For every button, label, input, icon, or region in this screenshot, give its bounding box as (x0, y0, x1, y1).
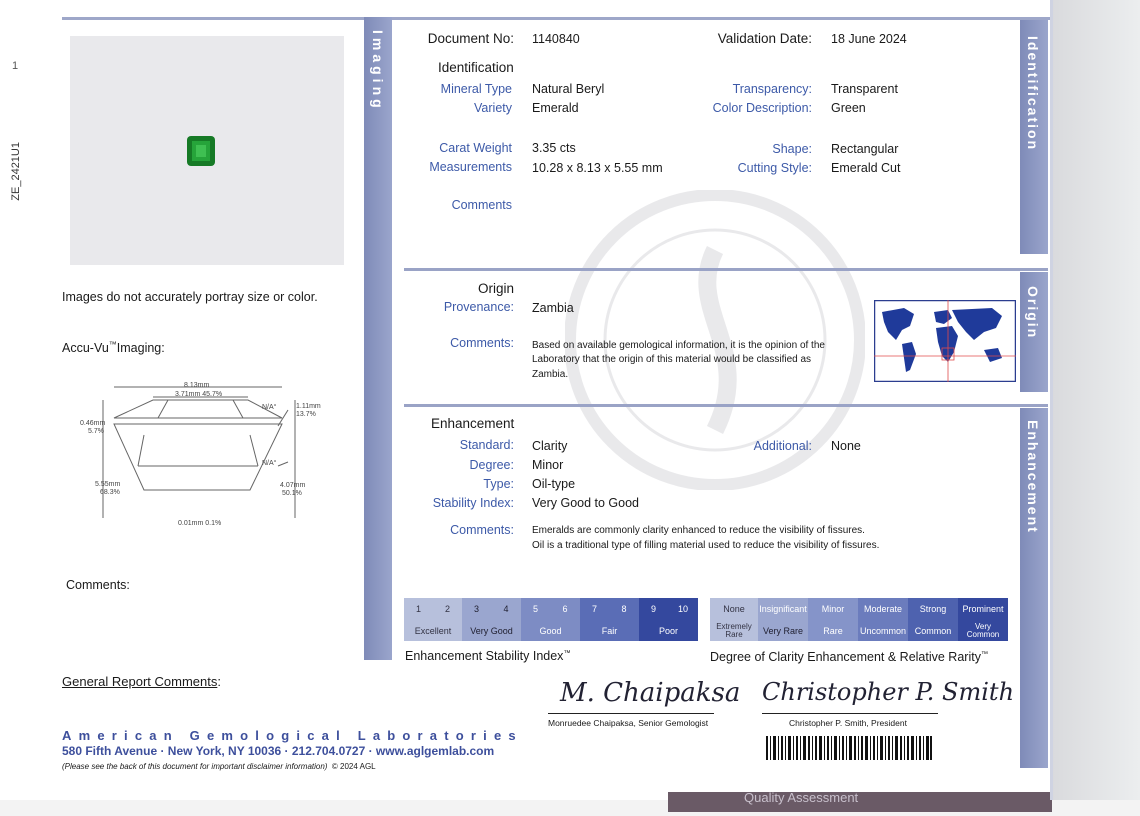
side-mark: 1 (12, 60, 19, 72)
stability-number: 10 (668, 598, 698, 620)
origin-tab-label: Origin (1025, 286, 1041, 340)
clarity-rarity-cell: Uncommon (858, 620, 908, 641)
clarity-rarity-cell: Very Common (958, 620, 1008, 641)
degree: Minor (532, 458, 564, 472)
signature-2: Christopher P. Smith (762, 678, 1015, 706)
variety: Emerald (532, 101, 579, 115)
lab-address: 580 Fifth Avenue · New York, NY 10036 · 212.704.0727 · www.aglgemlab.com (62, 744, 495, 758)
lab-disclaimer (62, 762, 376, 771)
stability-number: 2 (433, 598, 462, 620)
diagram-crown-angle: N/A° (262, 404, 277, 411)
clarity-rarity-cell: Extremely Rare (710, 620, 758, 641)
identification-tab-label: Identification (1025, 36, 1041, 152)
transparency-label: Transparency: (732, 82, 812, 96)
additional: None (831, 439, 861, 453)
mineral-type: Natural Beryl (532, 82, 605, 96)
signature-1-name: Monruedee Chaipaksa, Senior Gemologist (548, 718, 709, 728)
cutting: Emerald Cut (831, 161, 901, 175)
barcode-image (766, 736, 932, 760)
color-label: Color Description: (712, 101, 812, 115)
clarity-degree-cell: Minor (808, 598, 858, 620)
stability-number: 3 (462, 598, 491, 620)
stability-label: Stability Index: (432, 496, 514, 510)
stability-label-cell: Very Good (462, 620, 521, 641)
clarity-scale (710, 598, 1008, 642)
measurements-label: Measurements (429, 160, 512, 174)
world-map-image (874, 300, 1016, 382)
signature-2-name: Christopher P. Smith, President (789, 718, 907, 728)
signature-1-line (548, 713, 714, 714)
diagram-depth: 5.55mm (95, 481, 121, 488)
signature-2-line (762, 713, 938, 714)
origin-comment-1: Based on available gemological information, it is the opinion of the (532, 340, 825, 351)
doc-no: 1140840 (532, 32, 580, 46)
stability-caption-text: Enhancement Stability Index (405, 649, 564, 663)
origin-comments-label: Comments: (450, 336, 514, 350)
clarity-rarity-cell: Very Rare (758, 620, 808, 641)
clarity-caption-text: Degree of Clarity Enhancement & Relative Rarity (710, 650, 981, 664)
origin-top-rule (404, 268, 1048, 271)
accuvu-label: Accu-Vu (62, 341, 109, 356)
accuvu-tm: ™ (108, 340, 117, 349)
stability-number: 6 (550, 598, 580, 620)
diagram-girdle-pct: 5.7% (88, 428, 104, 435)
carat: 3.35 cts (532, 141, 576, 155)
origin-comment-3: Zambia. (532, 369, 569, 380)
imaging-tab (364, 17, 392, 660)
signature-1: M. Chaipaksa (560, 678, 741, 708)
stability-caption-tm: ™ (563, 649, 571, 657)
clarity-degree-cell: Insignificant (758, 598, 808, 620)
enhancement-comments-label: Comments: (450, 523, 514, 537)
carat-label: Carat Weight (439, 141, 512, 155)
enhancement-comment-1: Emeralds are commonly clarity enhanced to reduce the visibility of fissures. (532, 525, 865, 536)
provenance: Zambia (532, 301, 574, 315)
stability-label-cell: Poor (639, 620, 698, 641)
stability-label-cell: Excellent (404, 620, 462, 641)
shape: Rectangular (831, 142, 899, 156)
validation-date: 18 June 2024 (831, 32, 907, 46)
enhancement-title: Enhancement (431, 416, 515, 431)
cutting-label: Cutting Style: (737, 161, 812, 175)
validation-label: Validation Date: (717, 31, 812, 46)
clarity-caption (710, 650, 988, 664)
stability-number: 5 (521, 598, 550, 620)
diagram-girdle: 0.46mm (80, 420, 106, 427)
clarity-degree-cell: None (710, 598, 758, 620)
emerald-image (186, 135, 216, 167)
enhancement-top-rule (404, 404, 1048, 407)
color: Green (831, 101, 866, 115)
mineral-type-label: Mineral Type (440, 82, 512, 96)
type: Oil-type (532, 477, 576, 491)
origin-comment-2: Laboratory that the origin of this material would be classified as (532, 354, 812, 365)
degree-label: Degree: (469, 458, 514, 472)
stability-scale (404, 598, 698, 642)
diagram-width: 8.13mm (184, 382, 210, 389)
stability-number: 1 (404, 598, 433, 620)
accuvu-heading (62, 340, 165, 355)
stability-label-cell: Good (521, 620, 580, 641)
clarity-rarity-cell: Common (908, 620, 958, 641)
bottom-strip-text: Quality Assessment (744, 790, 859, 805)
enhancement-comment-2: Oil is a traditional type of filling material used to reduce the visibility of fissures. (532, 540, 880, 551)
variety-label: Variety (474, 101, 512, 115)
clarity-caption-tm: ™ (980, 650, 988, 658)
diagram-depth-pct: 68.3% (100, 489, 120, 496)
doc-no-label: Document No: (427, 31, 514, 46)
diagram-crown-height: 1.11mm (296, 403, 321, 410)
diagram-pavilion-pct: 50.1% (282, 490, 302, 497)
accuvu-suffix: Imaging: (116, 341, 165, 356)
diagram-table: 3.71mm 45.7% (175, 391, 223, 398)
general-comments-label: General Report Comments (62, 674, 218, 689)
stability: Very Good to Good (532, 496, 640, 510)
origin-title: Origin (478, 281, 515, 296)
identification-comments-label: Comments (451, 198, 512, 212)
imaging-tab-label: Imaging (370, 30, 386, 112)
standard: Clarity (532, 439, 568, 453)
standard-label: Standard: (459, 438, 514, 452)
stability-label-cell: Fair (580, 620, 639, 641)
bottom-dark-strip (668, 792, 1052, 812)
additional-label: Additional: (753, 439, 812, 453)
general-comments-colon: : (217, 674, 221, 689)
transparency: Transparent (831, 82, 898, 96)
right-page-edge (1050, 0, 1053, 800)
enhancement-tab-label: Enhancement (1025, 420, 1041, 534)
measurements: 10.28 x 8.13 x 5.55 mm (532, 161, 663, 175)
clarity-degree-cell: Strong (908, 598, 958, 620)
top-edge-line (62, 17, 1052, 20)
stability-caption (405, 649, 570, 663)
stability-number: 7 (580, 598, 609, 620)
side-code: ZE_2421U1 (10, 142, 22, 201)
copyright: © 2024 AGL (331, 762, 376, 771)
provenance-label: Provenance: (443, 300, 514, 314)
diagram-culet: 0.01mm 0.1% (178, 520, 222, 527)
disclaimer-text: (Please see the back of this document for important disclaimer information) (62, 762, 328, 771)
diagram-crown-pct: 13.7% (296, 411, 316, 418)
identification-title: Identification (438, 60, 514, 75)
clarity-degree-cell: Prominent (958, 598, 1008, 620)
clarity-degree-cell: Moderate (858, 598, 908, 620)
left-comments-label: Comments: (66, 578, 130, 592)
diagram-pavilion-depth: 4.07mm (280, 482, 306, 489)
stability-number: 9 (639, 598, 668, 620)
images-note: Images do not accurately portray size or color. (62, 290, 318, 304)
type-label: Type: (483, 477, 514, 491)
stability-number: 8 (609, 598, 639, 620)
shape-label: Shape: (772, 142, 812, 156)
scan-right-shadow (1052, 0, 1140, 816)
clarity-rarity-cell: Rare (808, 620, 858, 641)
lab-name: American Gemological Laboratories (62, 728, 523, 743)
stability-number: 4 (491, 598, 521, 620)
diagram-pavilion-angle: N/A° (262, 460, 277, 467)
general-comments-heading (62, 674, 221, 689)
